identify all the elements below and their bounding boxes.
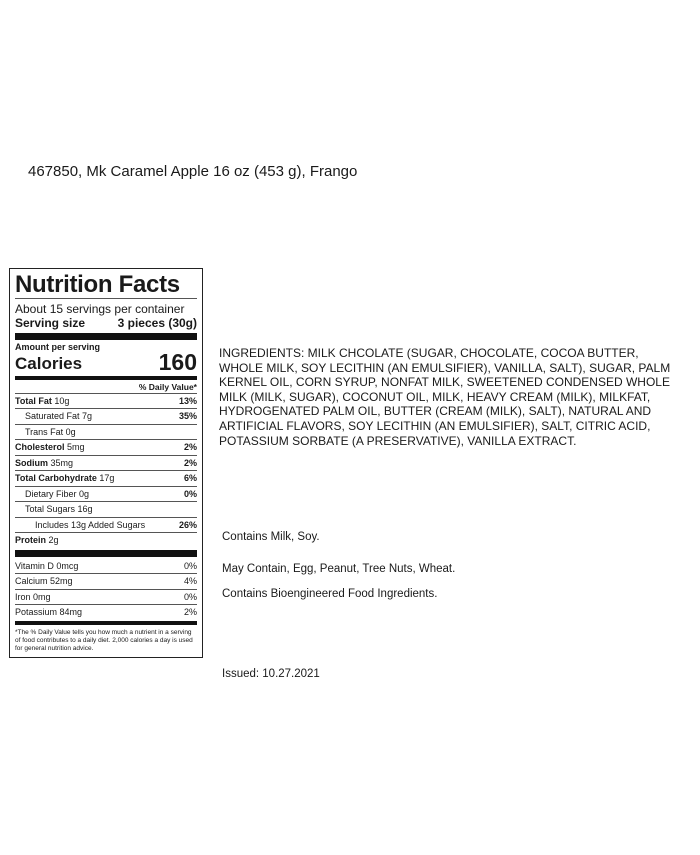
- may-contain-allergens: May Contain, Egg, Peanut, Tree Nuts, Wheat.: [222, 563, 456, 575]
- iron-pct: 0%: [183, 591, 197, 602]
- cholesterol-pct: 2%: [183, 442, 197, 453]
- vitamin-d-pct: 0%: [183, 560, 197, 571]
- total-sugars-row: [15, 501, 197, 517]
- dietary-fiber-row: [15, 486, 197, 502]
- sodium-pct: 2%: [183, 457, 197, 468]
- serving-size-value: 3 pieces (30g): [117, 316, 197, 331]
- added-sugars-label: Includes 13g Added Sugars: [35, 519, 146, 530]
- total-fat-amount: 10g: [54, 395, 70, 406]
- calories-label: Calories: [15, 354, 83, 374]
- divider-medium: [15, 376, 197, 380]
- bioengineered-statement: Contains Bioengineered Food Ingredients.: [222, 588, 438, 600]
- ingredients-text: INGREDIENTS: MILK CHCOLATE (SUGAR, CHOCOLATE, COCOA BUTTER, WHOLE MILK, SOY LECITHIN (AN EMULSIFIER), VANILLA, SALT), SUGAR, PALM KERNEL OIL, CORN SYRUP, NONFAT MILK, SWEETENED CONDENSED WHOLE MILK (MILK, SUGAR), COCONUT OIL, MILK, HEAVY CREAM (MILK), MILKFAT, HYDROGENATED PALM OIL, BUTTER (CREAM (MILK), SALT), NATURAL AND ARTIFICIAL FLAVORS, SOY LECITHIN (AN EMULSIFIER), SALT, CITRIC ACID, POTASSIUM SORBATE (A PRESERVATIVE), VANILLA EXTRACT.: [219, 346, 671, 448]
- divider-thick-vitamins: [15, 550, 197, 557]
- protein-amount: 2g: [48, 535, 59, 546]
- potassium-label: Potassium 84mg: [15, 607, 83, 618]
- vitamins-list: [15, 559, 197, 620]
- total-fat-row: [15, 393, 197, 409]
- trans-fat-row: [15, 424, 197, 440]
- cholesterol-row: [15, 439, 197, 455]
- carbohydrate-label: Total Carbohydrate: [15, 473, 97, 484]
- dietary-fiber-pct: 0%: [183, 488, 197, 499]
- issued-date: Issued: 10.27.2021: [222, 668, 320, 680]
- serving-size-label: Serving size: [15, 316, 86, 331]
- nutrition-facts-title: Nutrition Facts: [15, 271, 180, 298]
- added-sugars-row: [15, 517, 197, 533]
- servings-per-container: About 15 servings per container: [15, 302, 185, 316]
- cholesterol-label: Cholesterol: [15, 442, 65, 453]
- iron-row: [15, 589, 197, 605]
- product-title: 467850, Mk Caramel Apple 16 oz (453 g), Frango: [28, 163, 358, 180]
- nutrition-facts-panel: [9, 268, 203, 658]
- calcium-label: Calcium 52mg: [15, 576, 73, 587]
- sodium-row: [15, 455, 197, 471]
- cholesterol-amount: 5mg: [67, 442, 85, 453]
- daily-value-footnote: *The % Daily Value tells you how much a nutrient in a serving of food contributes to a daily diet. 2,000 calories a day is used for general nutrition advice.: [15, 628, 193, 653]
- contains-allergens: Contains Milk, Soy.: [222, 531, 320, 543]
- saturated-fat-row: [15, 408, 197, 424]
- calories-value: 160: [158, 348, 197, 375]
- carbohydrate-pct: 6%: [183, 473, 197, 484]
- saturated-fat-pct: 35%: [178, 411, 197, 422]
- calcium-row: [15, 573, 197, 589]
- serving-size: [15, 316, 197, 330]
- vitamin-d-label: Vitamin D 0mcg: [15, 560, 79, 571]
- sodium-amount: 35mg: [50, 457, 74, 468]
- sodium-label: Sodium: [15, 457, 48, 468]
- iron-label: Iron 0mg: [15, 591, 51, 602]
- trans-fat-label: Trans Fat 0g: [25, 426, 76, 437]
- potassium-row: [15, 604, 197, 620]
- added-sugars-pct: 26%: [178, 519, 197, 530]
- total-sugars-label: Total Sugars 16g: [25, 504, 93, 515]
- protein-label: Protein: [15, 535, 47, 546]
- dietary-fiber-label: Dietary Fiber 0g: [25, 488, 90, 499]
- divider-thick: [15, 333, 197, 340]
- total-carbohydrate-row: [15, 470, 197, 486]
- saturated-fat-label: Saturated Fat 7g: [25, 411, 93, 422]
- calcium-pct: 4%: [183, 576, 197, 587]
- potassium-pct: 2%: [183, 607, 197, 618]
- amount-per-serving: Amount per serving: [15, 341, 101, 352]
- daily-value-header: % Daily Value*: [138, 381, 197, 392]
- protein-row: [15, 532, 197, 548]
- vitamin-d-row: [15, 559, 197, 574]
- total-fat-label: Total Fat: [15, 395, 52, 406]
- divider-footnote: [15, 621, 197, 625]
- total-fat-pct: 13%: [178, 395, 197, 406]
- carbohydrate-amount: 17g: [99, 473, 115, 484]
